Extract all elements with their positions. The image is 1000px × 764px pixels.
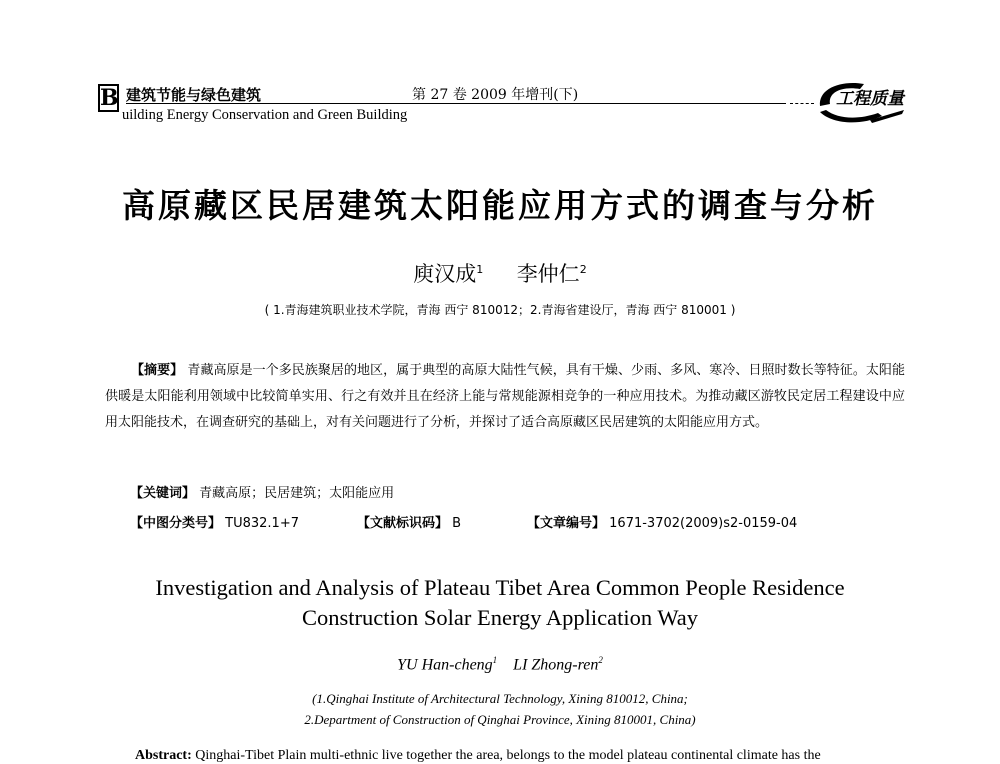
document-code-value: B [452, 516, 462, 531]
paper-title-en-line2: Construction Solar Energy Application Way [301, 605, 699, 630]
author-en-2-sup: 2 [598, 655, 603, 665]
keywords-label: 【关键词】 [130, 486, 196, 501]
author-cn-2: 李仲仁 [516, 262, 580, 286]
document-code [357, 512, 461, 531]
quality-magazine-logo [812, 80, 912, 128]
abstract-en-text: Qinghai-Tibet Plain multi-ethnic live together the area, belongs to the model plateau continental climate has the [195, 748, 821, 763]
author-en-1: YU Han-cheng [397, 656, 493, 674]
issue-info: 第 27 卷 2009 年增刊(下) [412, 87, 579, 103]
journal-logo-b: B [100, 85, 119, 111]
authors-cn [0, 258, 1000, 288]
classification-value: TU832.1+7 [225, 516, 299, 531]
affiliation-en [0, 688, 1000, 730]
paper-title-en [0, 573, 1000, 633]
author-cn-1-sup: 1 [476, 263, 484, 276]
author-cn-1: 庾汉成 [413, 262, 477, 286]
affiliation-en-line1: (1.Qinghai Institute of Architectural Technology, Xining 810012, China; [312, 691, 688, 706]
classification-label: 【中图分类号】 [130, 516, 222, 531]
article-number [527, 512, 797, 531]
author-cn-2-sup: 2 [579, 263, 587, 276]
author-en-2: LI Zhong-ren [513, 656, 599, 674]
abstract-cn-label: 【摘要】 [131, 363, 184, 378]
article-number-label: 【文章编号】 [527, 516, 606, 531]
article-number-value: 1671-3702(2009)s2-0159-04 [609, 516, 798, 531]
keywords-text: 青藏高原；民居建筑；太阳能应用 [199, 486, 395, 501]
abstract-en [135, 748, 905, 764]
logo-text: 工程质量 [836, 89, 904, 109]
header-rule-dashed [790, 103, 814, 104]
keywords-cn [130, 482, 394, 501]
classification-number [130, 512, 299, 531]
abstract-en-label: Abstract: [135, 748, 192, 763]
abstract-cn [105, 358, 905, 436]
journal-name-cn: 建筑节能与绿色建筑 [126, 86, 262, 104]
header-rule [126, 103, 786, 104]
affiliation-en-line2: 2.Department of Construction of Qinghai Province, Xining 810001, China) [304, 712, 696, 727]
author-en-1-sup: 1 [492, 655, 498, 665]
document-code-label: 【文献标识码】 [357, 516, 449, 531]
journal-name-en: uilding Energy Conservation and Green Building [122, 107, 408, 123]
authors-en [0, 655, 1000, 674]
affiliation-cn: ( 1.青海建筑职业技术学院，青海 西宁 810012；2.青海省建设厅，青海 西宁 810001 ) [264, 303, 736, 317]
abstract-cn-text: 青藏高原是一个多民族聚居的地区，属于典型的高原大陆性气候，具有干燥、少雨、多风、寒冷、日照时数长等特征。太阳能供暖是太阳能利用领域中比较简单实用、行之有效并且在经济上能与常规能源相竞争的一种应用技术。为推动藏区游牧民定居工程建设中应用太阳能技术，在调查研究的基础上，对有关问题进行了分析，并探讨了适合高原藏区民居建筑的太阳能应用方式。 [105, 363, 905, 430]
paper-title-en-line1: Investigation and Analysis of Plateau Tibet Area Common People Residence [155, 575, 845, 600]
paper-title-cn: 高原藏区民居建筑太阳能应用方式的调查与分析 [122, 186, 878, 225]
